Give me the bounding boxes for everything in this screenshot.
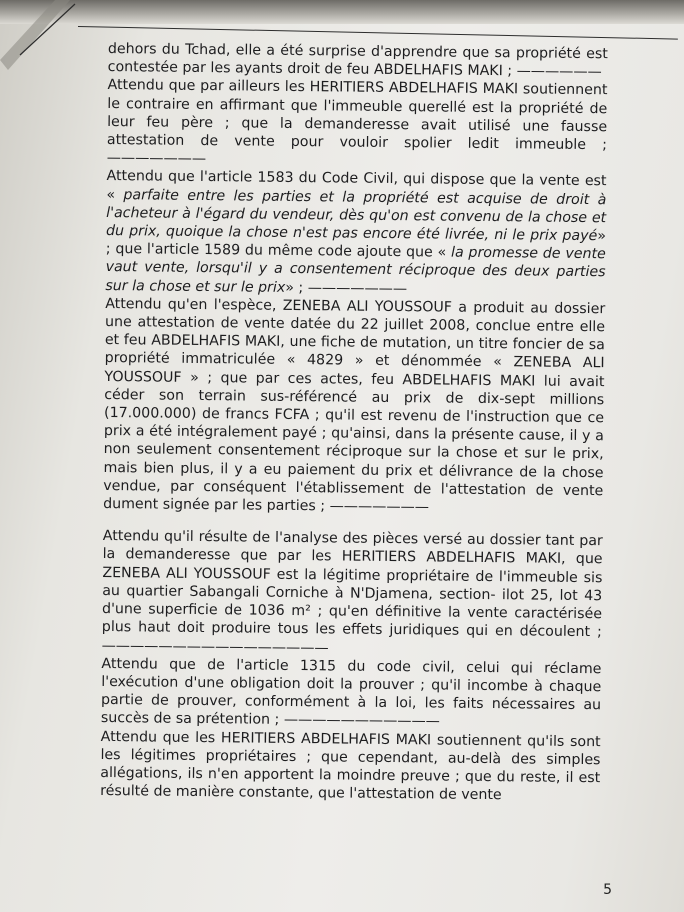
page-number: 5	[603, 882, 612, 898]
text-segment: Attendu que de l'article 1315 du code civil, celui qui réclame l'exécution d'une obligation doit la prouver ; qu'il incombe à chaque partie de prouver, conformément à la loi, les faits nécessaires au succès de sa prétention ; ———————————	[100, 655, 602, 730]
paragraph	[108, 40, 608, 82]
paragraph	[101, 655, 602, 733]
document-body	[100, 40, 608, 806]
quoted-text: parfaite entre les parties et la propriété est acquise de droit à l'acheteur à l'égard du vendeur, dès qu'on est convenu de la chose et du prix, quoique la chose n'est pas encore été livrée, ni le prix payé	[105, 186, 607, 245]
paragraph	[103, 295, 605, 519]
paragraph	[100, 727, 601, 805]
text-segment: Attendu qu'il résulte de l'analyse des pièces versé au dossier tant par la demanderesse que par les HERITIERS ABDELHAFIS MAKI, que ZENEBA ALI YOUSSOUF est la légitime propriétaire de l'immeuble sis au quartier Sabangali Corniche à N'Djamena, section- ilot 25, lot 43 d'une superficie de 1036 m² ; qu'en définitive la vente caractérisée plus haut doit produire tous les effets juridiques qui en découlent ; ————————————————	[101, 528, 603, 656]
text-segment: Attendu que les HERITIERS ABDELHAFIS MAKI soutiennent qu'ils sont les légitimes propriétaires ; que cependant, au-delà des simples allégations, ils n'en apportent la moindre preuve ; que du reste, il est résulté de manière constante, que l'attestation de vente	[100, 728, 601, 804]
corner-fold-decoration	[0, 0, 110, 70]
paragraph	[107, 76, 608, 172]
text-segment: » ; ———————	[285, 279, 408, 297]
text-segment: » ; que l'article 1589 du même code ajoute que «	[105, 228, 607, 261]
header-rule	[78, 26, 678, 40]
text-segment: dehors du Tchad, elle a été surprise d'apprendre que sa propriété est contestée par les ayants droit de feu ABDELHAFIS MAKI ; ——————	[107, 40, 608, 81]
quoted-text: la promesse de vente vaut vente, lorsqu'il y a consentement réciproque des deux parties sur la chose et sur le prix	[105, 244, 606, 296]
paragraph	[105, 167, 606, 300]
text-segment: Attendu que par ailleurs les HERITIERS ABDELHAFIS MAKI soutiennent le contraire en affirmant que l'immeuble querellé est la propriété de leur feu père ; que la demanderesse avait utilisé une fausse attestation de vente pour vouloir spolier ledit immeuble ; ———————	[106, 77, 608, 168]
text-segment: Attendu que l'article 1583 du Code Civil, qui dispose que la vente est «	[106, 168, 607, 203]
text-segment: Attendu qu'en l'espèce, ZENEBA ALI YOUSSOUF a produit au dossier une attestation de vente datée du 22 juillet 2008, conclue entre elle et feu ABDELHAFIS MAKI, une fiche de mutation, un titre foncier de sa propriété immatriculée « 4829 » et dénommée « ZENEBA ALI YOUSSOUF » ; que par ces actes, feu ABDELHAFIS MAKI lui avait céder son terrain sus-référencé au prix de dix-sept millions (17.000.000) de francs FCFA ; qu'il est revenu de l'instruction que ce prix a été intégralement payé ; qu'ainsi, dans la présente cause, il y a non seulement consentement réciproque sur la chose et sur le prix, mais bien plus, il y a eu paiement du prix et délivrance de la chose vendue, par conséquent l'établissement de l'attestation de vente dument signée par les parties ; ———————	[103, 295, 606, 516]
paragraph	[102, 527, 603, 660]
